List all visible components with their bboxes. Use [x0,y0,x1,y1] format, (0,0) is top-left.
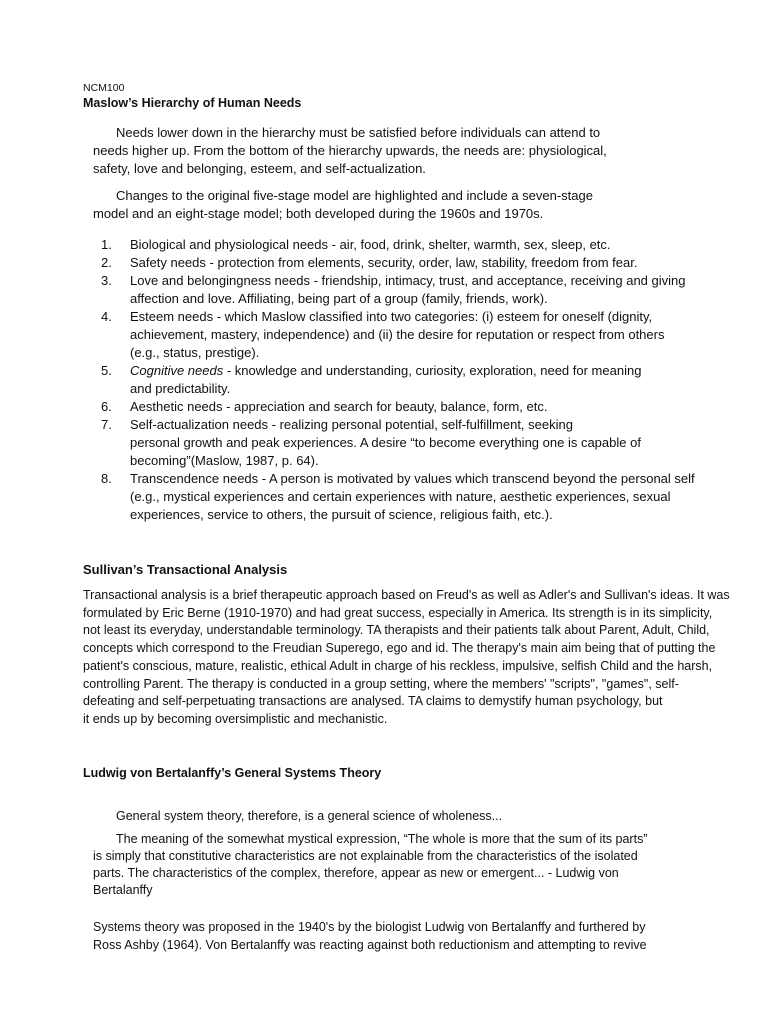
list-item-text: (e.g., status, prestige). [130,345,260,360]
ta-paragraph [83,587,763,729]
paragraph-line: Bertalanffy [93,883,153,897]
paragraph-line: model and an eight-stage model; both developed during the 1960s and 1970s. [93,206,544,221]
list-number: 3. [101,273,112,288]
list-item-text: and predictability. [130,381,231,396]
list-item-text: (e.g., mystical experiences and certain experiences with nature, aesthetic experiences, sexual [130,489,671,504]
gst-line: General system theory, therefore, is a general science of wholeness... [116,809,503,823]
systems-paragraph [93,918,693,954]
list-item-text [130,362,741,380]
list-item-text: experiences, service to others, the pursuit of science, religious faith, etc.). [130,507,553,522]
gst-quote [93,831,693,899]
paragraph-line: safety, love and belonging, esteem, and self-actualization. [93,161,426,176]
list-number: 7. [101,417,112,432]
list-number: 8. [101,471,112,486]
list-number: 6. [101,399,112,414]
list-item [101,272,741,308]
page-title: Maslow’s Hierarchy of Human Needs [83,96,302,110]
list-item-text: Aesthetic needs - appreciation and search for beauty, balance, form, etc. [130,399,548,414]
section-heading-ta: Sullivan’s Transactional Analysis [83,562,288,577]
list-item-text: Transcendence needs - A person is motivated by values which transcend beyond the personal self [130,471,695,486]
list-number: 1. [101,237,112,252]
paragraph-line: needs higher up. From the bottom of the hierarchy upwards, the needs are: physiological, [93,143,607,158]
paragraph-line: is simply that constitutive characteristics are not explainable from the characteristics of the isolated [93,849,638,863]
italic-term: Cognitive needs [130,363,224,378]
section-heading-gst: Ludwig von Bertalanffy’s General Systems Theory [83,766,382,780]
paragraph-line: Needs lower down in the hierarchy must be satisfied before individuals can attend to [116,125,601,140]
list-item-text: becoming”(Maslow, 1987, p. 64). [130,453,319,468]
course-code: NCM100 [83,82,125,94]
list-item-text: Esteem needs - which Maslow classified into two categories: (i) esteem for oneself (dignity, [130,309,653,324]
list-item-text: Biological and physiological needs - air, food, drink, shelter, warmth, sex, sleep, etc. [130,237,611,252]
list-item-text: Love and belongingness needs - friendship, intimacy, trust, and acceptance, receiving and giving [130,273,686,288]
paragraph-line: patient's conscious, mature, realistic, ethical Adult in charge of his reckless, impulsive, selfish Child and the harsh, [83,658,713,673]
list-item [101,236,741,254]
maslow-intro-paragraph [93,124,693,178]
list-item [101,254,741,272]
list-item-text: personal growth and peak experiences. A desire “to become everything one is capable of [130,435,641,450]
list-item-text: achievement, mastery, independence) and (ii) the desire for reputation or respect from others [130,327,665,342]
paragraph-line: Transactional analysis is a brief therapeutic approach based on Freud's as well as Adler's and Sullivan's ideas. It was [83,588,730,602]
list-item [101,416,741,470]
list-item [101,308,741,362]
maslow-changes-paragraph [93,187,693,223]
list-number: 5. [101,363,112,378]
paragraph-line: formulated by Eric Berne (1910-1970) and had great success, especially in America. Its strength is in its simplicity, [83,605,713,620]
paragraph-line: The meaning of the somewhat mystical expression, “The whole is more that the sum of its parts” [116,832,648,846]
list-item-text: affection and love. Affiliating, being part of a group (family, friends, work). [130,291,548,306]
list-number: 4. [101,309,112,324]
paragraph-line: Ross Ashby (1964). Von Bertalanffy was reacting against both reductionism and attempting to revive [93,938,647,952]
paragraph-line: parts. The characteristics of the complex, therefore, appear as new or emergent... - Ludwig von [93,866,619,880]
list-item-rest: - knowledge and understanding, curiosity, exploration, need for meaning [223,363,642,378]
paragraph-line: Systems theory was proposed in the 1940's by the biologist Ludwig von Bertalanffy and furthered by [93,920,646,934]
paragraph-line: not least its everyday, understandable terminology. TA therapists and their patients talk about Parent, Adult, Child, [83,623,710,638]
list-item-text: Safety needs - protection from elements, security, order, law, stability, freedom from fear. [130,255,638,270]
needs-list [101,236,741,524]
paragraph-line: defeating and self-perpetuating transactions are analysed. TA claims to demystify human psychology, but [83,694,663,709]
paragraph-line: Changes to the original five-stage model are highlighted and include a seven-stage [116,188,593,203]
paragraph-line: it ends up by becoming oversimplistic and mechanistic. [83,711,388,726]
list-number: 2. [101,255,112,270]
list-item [101,362,741,398]
list-item [101,470,741,524]
list-item [101,398,741,416]
paragraph-line: controlling Parent. The therapy is conducted in a group setting, where the members' "scripts", "games", self- [83,676,679,691]
list-item-text: Self-actualization needs - realizing personal potential, self-fulfillment, seeking [130,417,573,432]
paragraph-line: concepts which correspond to the Freudian Superego, ego and id. The therapy's main aim being that of putting the [83,641,716,656]
